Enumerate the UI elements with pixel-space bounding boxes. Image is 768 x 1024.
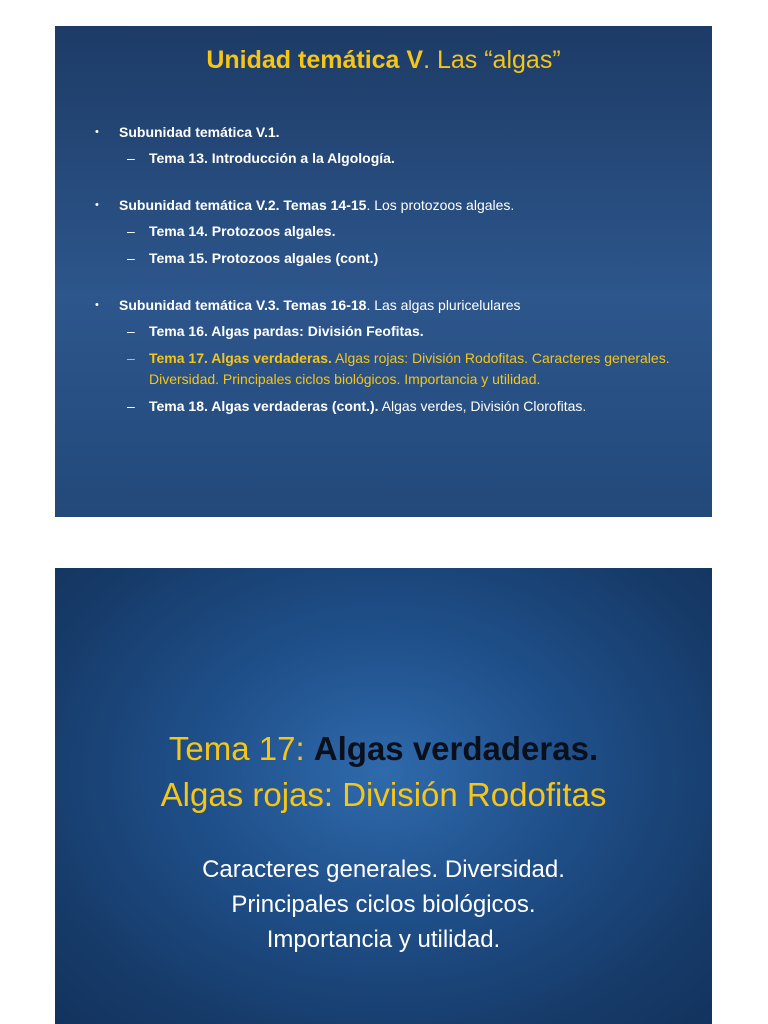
dash-icon: –	[127, 398, 135, 414]
dash-icon: –	[127, 323, 135, 339]
subunit-label: Subunidad temática V.3. Temas 16-18	[119, 297, 367, 313]
tema-label: Tema 17. Algas verdaderas.	[149, 350, 332, 366]
bullet-icon: •	[95, 126, 99, 138]
slide-2-subtitle-line-2: Principales ciclos biológicos.	[231, 891, 536, 918]
tema-16-item	[95, 321, 685, 342]
subunit-v1	[95, 122, 685, 142]
tema-label: Tema 18. Algas verdaderas (cont.).	[149, 398, 379, 414]
tema-13-item	[95, 148, 685, 169]
slide-2-title-line-2: Algas rojas: División Rodofitas	[160, 776, 607, 813]
slide-1-title-bold: Unidad temática V	[206, 46, 424, 74]
slide-1	[55, 26, 712, 517]
title-prefix: Tema 17:	[168, 730, 314, 767]
tema-label: Tema 16. Algas pardas: División Feofitas.	[149, 323, 424, 339]
tema-desc: Algas rojas: División Rodofitas. Caracteres generales. Diversidad. Principales ciclos biológicos. Importancia y utilidad.	[149, 350, 670, 387]
tema-18-item	[95, 396, 685, 417]
dash-icon: –	[127, 250, 135, 266]
slide-2-title-line-1	[55, 730, 712, 768]
subunit-desc: . Las algas pluricelulares	[366, 297, 521, 313]
dash-icon: –	[127, 150, 135, 166]
slide-2-subtitle-line-3: Importancia y utilidad.	[266, 926, 501, 953]
tema-17-item-highlighted	[95, 348, 685, 390]
tema-desc: Algas verdes, División Clorofitas.	[378, 398, 587, 414]
dash-icon: –	[127, 350, 135, 366]
slide-2	[55, 568, 712, 1024]
dash-icon: –	[127, 223, 135, 239]
slide-2-subtitle-line-1: Caracteres generales. Diversidad.	[202, 856, 565, 883]
topic-list	[95, 122, 685, 417]
bullet-icon: •	[95, 299, 99, 311]
tema-15-item	[95, 248, 685, 269]
slide-1-title-rest: . Las “algas”	[423, 46, 561, 74]
subunit-label: Subunidad temática V.1.	[119, 124, 280, 140]
tema-label: Tema 15. Protozoos algales (cont.)	[149, 250, 379, 266]
title-bold: Algas verdaderas.	[313, 730, 599, 767]
tema-14-item	[95, 221, 685, 242]
bullet-icon: •	[95, 199, 99, 211]
subunit-v2	[95, 195, 685, 215]
slide-1-title	[55, 46, 712, 75]
subunit-label: Subunidad temática V.2. Temas 14-15	[119, 197, 367, 213]
subunit-v3	[95, 295, 685, 315]
tema-label: Tema 14. Protozoos algales.	[149, 223, 336, 239]
tema-label: Tema 13. Introducción a la Algología.	[149, 150, 395, 166]
subunit-desc: . Los protozoos algales.	[366, 197, 515, 213]
